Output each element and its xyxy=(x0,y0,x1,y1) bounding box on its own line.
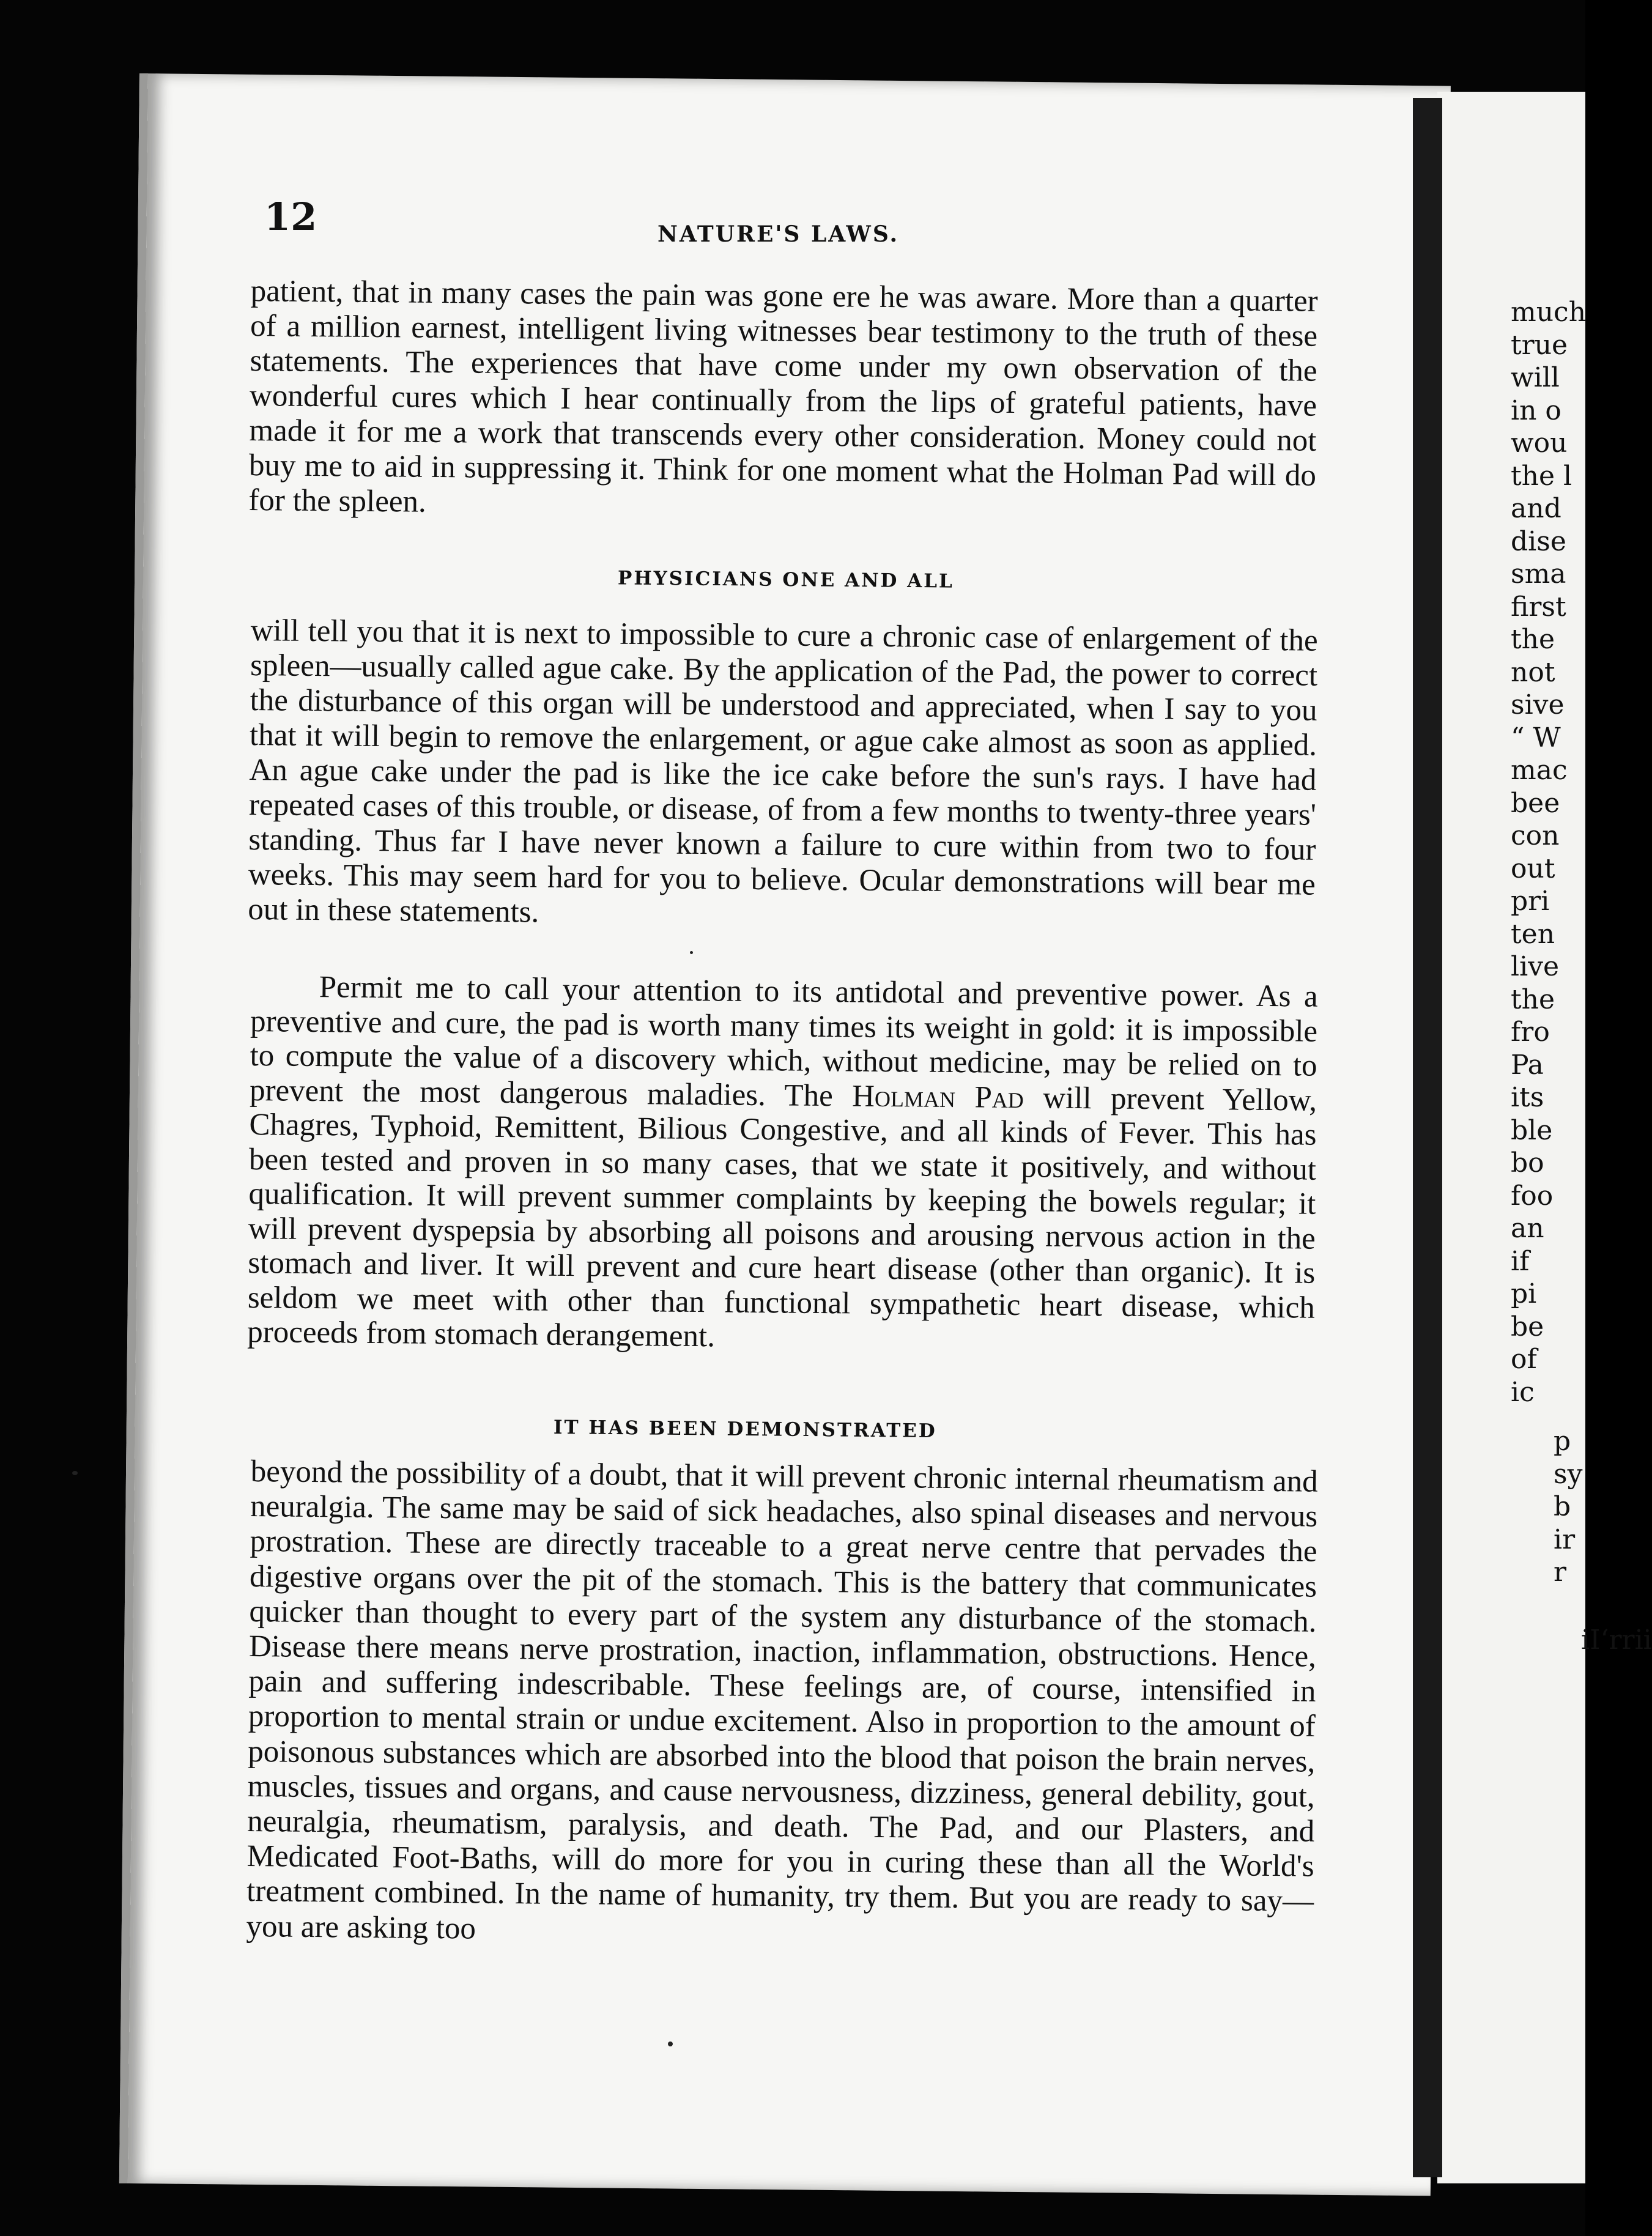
facing-page-fragment: r xyxy=(1621,1624,1635,1656)
facing-page-fragment: con xyxy=(1511,820,1560,851)
facing-page-fragment: ic xyxy=(1511,1376,1535,1408)
facing-page-fragment: in o xyxy=(1511,394,1561,426)
facing-page-fragment: the xyxy=(1511,624,1555,655)
facing-page-fragment: wou xyxy=(1511,428,1568,459)
facing-page-fragment: r xyxy=(1554,1557,1567,1588)
facing-page-fragment: be xyxy=(1511,1311,1544,1342)
paragraph-3-rest: will prevent Yellow, Chagres, Typhoid, Remittent, Bilious Congestive, and all kinds of Fever. This has been tested and proven in so many cases, that we state it positively, and without qualification. It will prevent summer complaints by keeping the bowels regular; it will prevent dyspepsia by absorbing all poisons and arousing nervous action in the stomach and liver. It will prevent and cure heart disease (other than organic). It is seldom we meet with other than functional sympathetic heart disease, which proceeds from stomach derangement. xyxy=(247,1080,1317,1354)
facing-page-fragment: sma xyxy=(1511,558,1566,590)
facing-page-fragment: mac xyxy=(1511,755,1568,786)
facing-page-fragment: bo xyxy=(1511,1147,1544,1179)
facing-page-fragment: dise xyxy=(1511,525,1566,557)
facing-page-fragment: an xyxy=(1511,1213,1544,1244)
facing-page-fragment: of xyxy=(1511,1344,1537,1375)
facing-page-fragment: the l xyxy=(1511,460,1572,492)
facing-page-fragment: first xyxy=(1511,591,1566,623)
paragraph-3-lead: Permit me to call your attention to its antidotal and preventive power. As a preventive and cure, the pad is worth many times its weight in gold: it is impossible to compute the value of a discovery which, without medicine, may be relied on to prevent the most dangerous maladies. The xyxy=(249,970,1318,1113)
facing-page-fragment: the xyxy=(1511,983,1555,1015)
facing-page-fragment: i xyxy=(1634,1624,1643,1656)
facing-page-fragment: bee xyxy=(1511,787,1560,819)
facing-page-fragment: its xyxy=(1511,1082,1544,1113)
facing-page-fragment: not xyxy=(1511,656,1555,688)
print-speck xyxy=(72,1471,78,1475)
section-heading-demonstrated: IT HAS BEEN DEMONSTRATED xyxy=(553,1416,937,1443)
facing-page-fragment: ir xyxy=(1554,1523,1576,1555)
facing-page-fragment: sy xyxy=(1554,1458,1583,1490)
facing-page-fragment: i xyxy=(1643,1624,1652,1656)
facing-page-fragment: r xyxy=(1609,1624,1622,1656)
facing-page-fragment: will xyxy=(1511,362,1560,393)
print-speck xyxy=(668,2042,673,2046)
facing-page-fragment: fro xyxy=(1511,1016,1550,1048)
facing-page-fragments-3 xyxy=(1581,1624,1652,1657)
page-number: 12 xyxy=(264,194,317,239)
body-text-section-3 xyxy=(247,969,1318,1360)
facing-page-fragment: ‘ xyxy=(1600,1624,1609,1656)
paragraph-4: beyond the possibility of a doubt, that it will prevent chronic internal rheumatism and neuralgia. The same may be said of sick headaches, also spinal diseases and nervous prostration. These are directly traceable to a great nerve centre that pervades the digestive organs over the pit of the stomach. This is the battery that communicates quicker than thought to every part of the system any disturbance of the stomach. Disease there means nerve prostration, inaction, inflammation, obstructions. Hence, pain and suffering indescribable. These feelings are, of course, intensified in proportion to mental strain or undue excitement. Also in proportion to the amount of poisonous substances which are absorbed into the blood that poison the brain nerves, muscles, tissues and organs, and cause nervousness, dizziness, general debility, gout, neuralgia, rheumatism, paralysis, and death. The Pad, and our Plasters, and Medicated Foot-Baths, will do more for you in curing these than all the World's treatment combined. In the name of humanity, try them. But you are ready to say—you are asking too xyxy=(246,1454,1318,1946)
paragraph-3 xyxy=(247,969,1318,1360)
print-speck xyxy=(690,951,693,954)
body-text-section-1 xyxy=(248,274,1318,528)
facing-page-fragment: “ W xyxy=(1511,722,1561,753)
facing-page-fragment: I xyxy=(1590,1624,1601,1656)
holman-pad-smallcaps: Holman Pad xyxy=(851,1078,1024,1115)
facing-page-fragment: pri xyxy=(1511,886,1550,917)
facing-page-fragment: true xyxy=(1511,329,1568,361)
facing-page-fragment: ble xyxy=(1511,1114,1553,1146)
facing-page-fragment: if xyxy=(1511,1245,1530,1277)
facing-page-fragment: live xyxy=(1511,951,1560,982)
paragraph-2: will tell you that it is next to impossible to cure a chronic case of enlargement of the spleen—usually called ague cake. By the application of the Pad, the power to correct the disturbance of this organ will be understood and appreciated, when I say to you that it will begin to remove the enlargement, or ague cake almost as soon as applied. An ague cake under the pad is like the ice cake before the sun's rays. I have had repeated cases of this trouble, or disease, of from a few months to twenty-three years' standing. Thus far I have never known a failure to cure within from two to four weeks. This may seem hard for you to believe. Ocular demonstrations will bear me out in these statements. xyxy=(248,613,1318,930)
facing-page-fragment: p xyxy=(1554,1426,1571,1457)
facing-page-fragment: foo xyxy=(1511,1180,1554,1212)
facing-page-fragments-2 xyxy=(1554,1425,1585,1589)
section-heading-physicians: PHYSICIANS ONE AND ALL xyxy=(617,567,955,593)
facing-page-fragment: much xyxy=(1511,297,1587,328)
facing-page-fragment: pi xyxy=(1511,1278,1537,1309)
body-text-section-2 xyxy=(248,613,1318,938)
facing-page-fragment: b xyxy=(1554,1491,1571,1522)
body-text-section-4 xyxy=(246,1454,1318,1955)
facing-page-fragment: sive xyxy=(1511,689,1565,720)
facing-page-fragment: out xyxy=(1511,853,1555,884)
running-head: NATURE'S LAWS. xyxy=(657,221,900,247)
facing-page-fragment: i xyxy=(1581,1624,1590,1656)
facing-page-fragments-1 xyxy=(1511,296,1585,1409)
facing-page-fragment: and xyxy=(1511,493,1561,524)
paragraph-1: patient, that in many cases the pain was gone ere he was aware. More than a quarter of a million earnest, intelligent living witnesses bear testimony to the truth of these statements. The experiences that have come under my own observation of the wonderful cures which I hear continually from the lips of grateful patients, have made it for me a work that transcends every other consideration. Money could not buy me to aid in suppressing it. Think for one moment what the Holman Pad will do for the spleen. xyxy=(248,274,1318,519)
facing-page-fragment: Pa xyxy=(1511,1049,1544,1081)
facing-page-fragment: ten xyxy=(1511,918,1555,950)
book-gutter xyxy=(1413,98,1442,2177)
